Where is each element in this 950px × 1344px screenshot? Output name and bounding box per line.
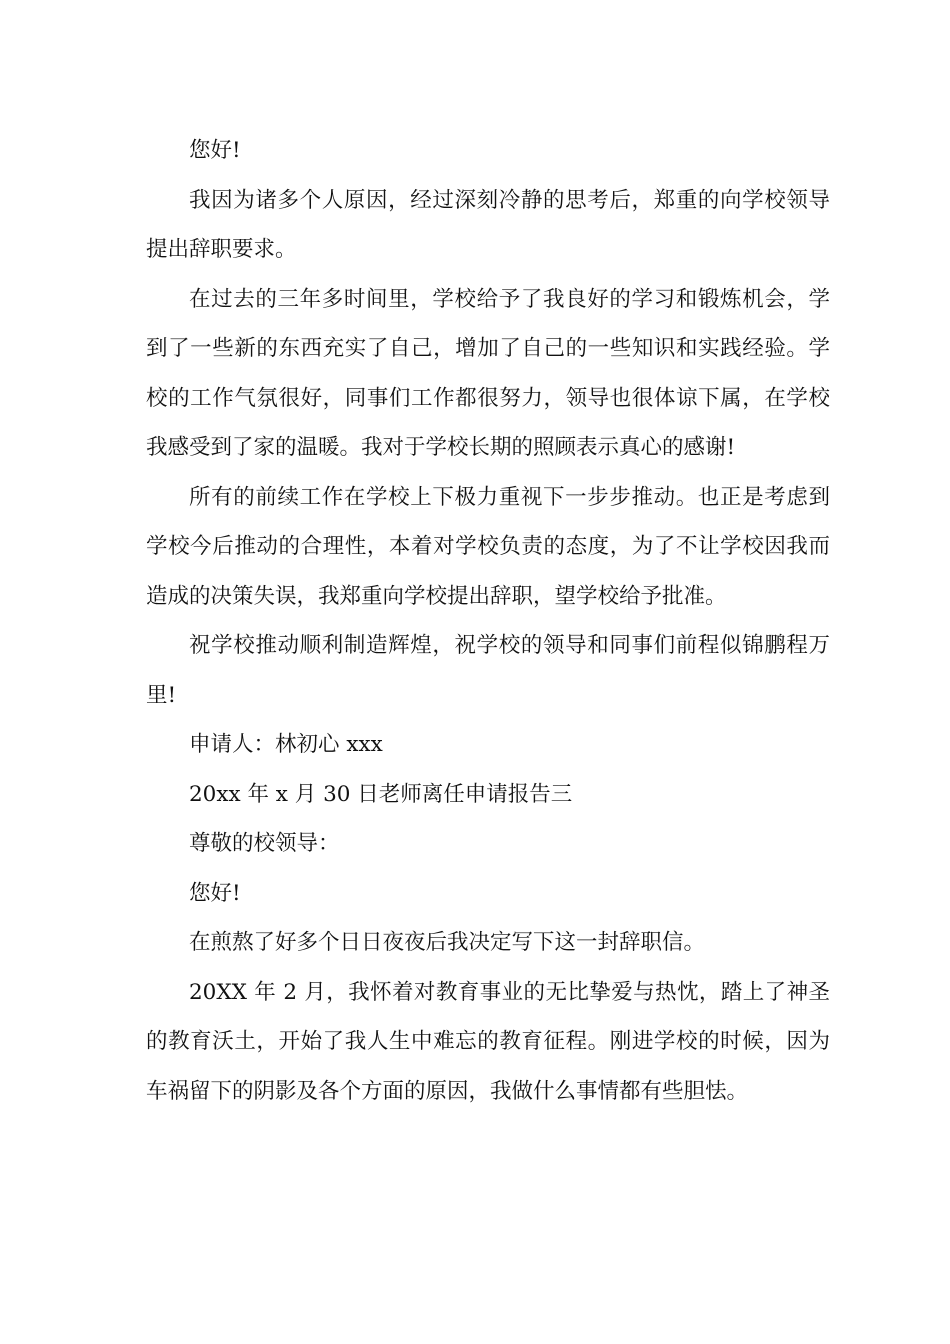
paragraph-gratitude: 在过去的三年多时间里，学校给予了我良好的学习和锻炼机会，学到了一些新的东西充实了自己，增加了自己的一些知识和实践经验。学校的工作气氛很好，同事们工作都很努力，领导也很体谅下属，在学校我感受到了家的温暖。我对于学校长期的照顾表示真心的感谢! [146, 286, 830, 460]
paragraph-resignation-request: 我因为诸多个人原因，经过深刻冷静的思考后，郑重的向学校领导提出辞职要求。 [146, 187, 830, 262]
date-and-title: 20xx 年 x 月 30 日老师离任申请报告三 [189, 781, 573, 807]
paragraph-reason: 所有的前续工作在学校上下极力重视下一步步推动。也正是考虑到学校今后推动的合理性，本着对学校负责的态度，为了不让学校因我而造成的决策失误，我郑重向学校提出辞职，望学校给予批准。 [146, 484, 830, 609]
greeting-second: 您好! [189, 880, 241, 906]
paragraph-wishes: 祝学校推动顺利制造辉煌，祝学校的领导和同事们前程似锦鹏程万里! [146, 633, 830, 708]
paragraph-decision: 在煎熬了好多个日日夜夜后我决定写下这一封辞职信。 [189, 930, 706, 955]
applicant-signature: 申请人：林初心 xxx [189, 732, 383, 757]
salutation: 尊敬的校领导： [189, 831, 340, 856]
greeting: 您好! [189, 138, 241, 163]
paragraph-history: 20XX 年 2 月，我怀着对教育事业的无比挚爱与热忱，踏上了神圣的教育沃土，开始了我人生中难忘的教育征程。刚进学校的时候，因为车祸留下的阴影及各个方面的原因，我做什么事情都有些胆怯。 [146, 979, 830, 1104]
letter-body [146, 126, 830, 1116]
